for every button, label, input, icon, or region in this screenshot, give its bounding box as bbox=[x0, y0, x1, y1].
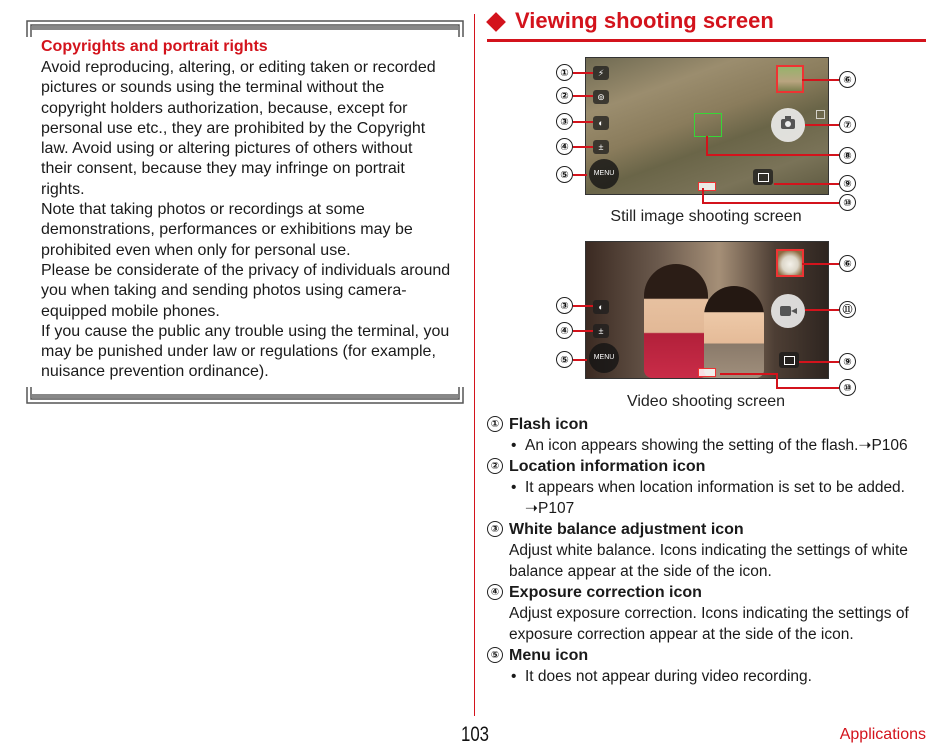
focus-frame bbox=[694, 113, 722, 137]
callout-3: ③ bbox=[556, 297, 573, 314]
notice-line: pictures or sounds using the terminal without the bbox=[41, 79, 385, 97]
item-body-line: balance appear at the side of the icon. bbox=[509, 563, 772, 580]
callout-10: ⑩ bbox=[839, 379, 856, 396]
video-camera-icon bbox=[780, 306, 791, 316]
notice-title: Copyrights and portrait rights bbox=[41, 38, 268, 55]
callout-9: ⑨ bbox=[839, 175, 856, 192]
section-title: Viewing shooting screen bbox=[515, 8, 774, 33]
callout-2: ② bbox=[556, 87, 573, 104]
item-number: ⑤ bbox=[487, 647, 503, 663]
callout-leader bbox=[805, 124, 839, 126]
item-bullet: • It appears when location information is set to be added. bbox=[509, 477, 927, 498]
menu-icon[interactable]: MENU bbox=[589, 343, 619, 373]
notice-line: rights. bbox=[41, 180, 85, 198]
item-bullet: • It does not appear during video recording. bbox=[509, 666, 927, 687]
item-body-line: Adjust white balance. Icons indicating the settings of white bbox=[509, 542, 908, 559]
item-number: ① bbox=[487, 416, 503, 432]
callout-leader bbox=[573, 95, 593, 97]
callout-5: ⑤ bbox=[556, 351, 573, 368]
white-balance-icon: ◐ bbox=[593, 116, 609, 130]
shutter-button[interactable] bbox=[771, 108, 805, 142]
record-button[interactable] bbox=[771, 294, 805, 328]
icon-description-list bbox=[487, 414, 927, 687]
location-icon: ⊚ bbox=[593, 90, 609, 104]
notice-line: Please be considerate of the privacy of individuals around bbox=[41, 261, 451, 279]
notice-line: law. Avoid using or altering pictures of others without bbox=[41, 140, 413, 158]
notice-line: prohibited even when only for personal use. bbox=[41, 241, 351, 259]
child-figure-left bbox=[644, 264, 708, 378]
callout-3: ③ bbox=[556, 113, 573, 130]
callout-4: ④ bbox=[556, 322, 573, 339]
list-item bbox=[487, 519, 927, 582]
item-title: Menu icon bbox=[509, 647, 589, 664]
callout-10: ⑩ bbox=[839, 194, 856, 211]
page-reference[interactable]: ➝P107 bbox=[525, 500, 575, 517]
callout-leader bbox=[573, 330, 593, 332]
notice-line: Note that taking photos or recordings at some bbox=[41, 201, 365, 219]
diamond-icon bbox=[486, 12, 506, 32]
notice-line: personal use etc., they are prohibited by the Copyright bbox=[41, 119, 426, 137]
callout-leader bbox=[573, 174, 587, 176]
last-video-thumbnail[interactable] bbox=[776, 249, 804, 277]
item-title: Exposure correction icon bbox=[509, 584, 702, 601]
item-title: Location information icon bbox=[509, 458, 706, 475]
callout-7: ⑦ bbox=[839, 116, 856, 133]
notice-line: you when taking and sending photos using camera- bbox=[41, 282, 407, 300]
notice-line: may be punished under law or regulations (for example, bbox=[41, 343, 436, 361]
heading-rule bbox=[487, 39, 926, 42]
callout-1: ① bbox=[556, 64, 573, 81]
mode-indicator bbox=[698, 368, 716, 377]
video-screen-caption: Video shooting screen bbox=[626, 393, 786, 410]
item-bullet: • An icon appears showing the setting of the flash.➝P106 bbox=[509, 435, 927, 456]
video-shooting-screen bbox=[585, 241, 829, 379]
item-body-line: Adjust exposure correction. Icons indicating the settings of bbox=[509, 605, 909, 622]
callout-leader bbox=[706, 154, 839, 156]
notice-line: nuisance prevention ordinance). bbox=[41, 363, 269, 381]
flash-icon: ⚡ bbox=[593, 66, 609, 80]
item-number: ② bbox=[487, 458, 503, 474]
callout-leader bbox=[573, 305, 593, 307]
callout-leader bbox=[702, 188, 704, 203]
callout-9: ⑨ bbox=[839, 353, 856, 370]
callout-leader bbox=[774, 183, 839, 185]
callout-leader bbox=[802, 79, 839, 81]
list-item bbox=[487, 582, 927, 645]
callout-leader bbox=[802, 263, 839, 265]
callout-leader bbox=[702, 202, 839, 204]
menu-icon[interactable]: MENU bbox=[589, 159, 619, 189]
callout-leader bbox=[573, 359, 587, 361]
exposure-icon: ± bbox=[593, 324, 609, 338]
list-item bbox=[487, 645, 927, 687]
camera-icon bbox=[781, 119, 795, 129]
callout-8: ⑧ bbox=[839, 147, 856, 164]
notice-line: If you cause the public any trouble using the terminal, you bbox=[41, 322, 450, 340]
column-divider bbox=[474, 14, 475, 716]
white-balance-icon: ◐ bbox=[593, 300, 609, 314]
notice-line: Avoid reproducing, altering, or editing taken or recorded bbox=[41, 59, 436, 76]
still-shooting-screen bbox=[585, 57, 829, 195]
callout-leader bbox=[776, 387, 839, 389]
callout-leader bbox=[799, 361, 839, 363]
callout-leader bbox=[573, 146, 593, 148]
callout-5: ⑤ bbox=[556, 166, 573, 183]
page-number: 103 bbox=[460, 723, 490, 746]
last-image-thumbnail[interactable] bbox=[776, 65, 804, 93]
section-heading bbox=[487, 6, 927, 42]
item-title: White balance adjustment icon bbox=[509, 521, 744, 538]
child-figure-right bbox=[704, 286, 764, 378]
notice-line: copyright holders authorization, because, except for bbox=[41, 99, 408, 117]
camera-switch-button[interactable] bbox=[779, 352, 799, 368]
copyright-notice-box bbox=[26, 20, 464, 404]
callout-leader bbox=[573, 121, 593, 123]
notice-box-bottom-border bbox=[26, 386, 464, 404]
callout-11: ⑪ bbox=[839, 301, 856, 318]
exposure-icon: ± bbox=[593, 140, 609, 154]
item-title: Flash icon bbox=[509, 416, 589, 433]
callout-leader bbox=[573, 72, 593, 74]
item-number: ④ bbox=[487, 584, 503, 600]
notice-line: their consent, because they may infringe on portrait bbox=[41, 160, 405, 178]
section-label[interactable]: Applications bbox=[839, 726, 926, 743]
item-number: ③ bbox=[487, 521, 503, 537]
callout-6: ⑥ bbox=[839, 71, 856, 88]
item-body-line: exposure correction appear at the side of the icon. bbox=[509, 626, 854, 643]
notice-line: equipped mobile phones. bbox=[41, 302, 220, 320]
mode-indicator bbox=[698, 182, 716, 191]
notice-line: demonstrations, performances or exhibitions may be bbox=[41, 221, 413, 239]
callout-leader bbox=[805, 309, 839, 311]
callout-leader bbox=[720, 373, 778, 375]
list-item bbox=[487, 456, 927, 519]
notice-box-top-border bbox=[26, 20, 464, 38]
list-item bbox=[487, 414, 927, 456]
side-indicator bbox=[816, 110, 825, 119]
callout-4: ④ bbox=[556, 138, 573, 155]
callout-leader bbox=[706, 136, 708, 155]
callout-leader bbox=[776, 374, 778, 387]
still-screen-caption: Still image shooting screen bbox=[610, 208, 802, 225]
callout-6: ⑥ bbox=[839, 255, 856, 272]
camera-switch-button[interactable] bbox=[753, 169, 773, 185]
